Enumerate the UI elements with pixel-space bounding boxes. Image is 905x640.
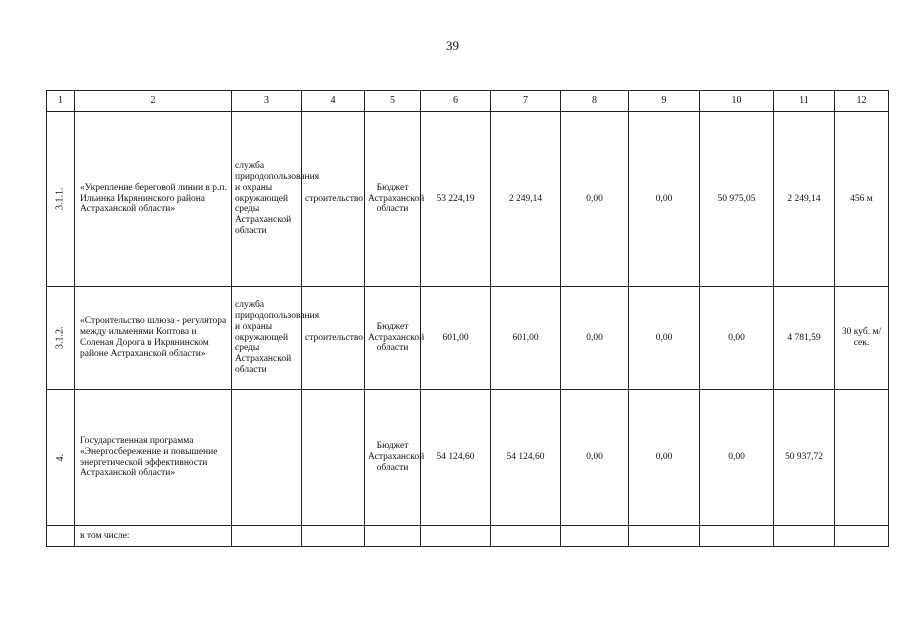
column-header: 5 (365, 91, 421, 112)
work-type-cell: строительство (302, 287, 365, 390)
value-cell: 0,00 (629, 112, 700, 287)
empty-cell (700, 526, 774, 547)
empty-cell (47, 526, 75, 547)
value-cell: 0,00 (629, 390, 700, 526)
funding-source-cell: Бюджет Астраханской области (365, 287, 421, 390)
empty-cell (835, 526, 889, 547)
table-row (47, 287, 889, 390)
funding-source-cell: Бюджет Астраханской области (365, 112, 421, 287)
value-cell: 0,00 (700, 287, 774, 390)
empty-cell (561, 526, 629, 547)
subtotal-label: в том числе: (75, 526, 232, 547)
value-cell: 0,00 (561, 112, 629, 287)
value-cell: 0,00 (561, 287, 629, 390)
row-number: 3.1.2. (54, 326, 66, 350)
empty-cell (491, 526, 561, 547)
result-cell (835, 390, 889, 526)
value-cell: 601,00 (491, 287, 561, 390)
column-header: 8 (561, 91, 629, 112)
empty-cell (365, 526, 421, 547)
measure-name: «Укрепление береговой линии в р.п. Ильинка Икрянинского района Астраханской области» (75, 112, 232, 287)
column-header: 10 (700, 91, 774, 112)
empty-cell (421, 526, 491, 547)
value-cell: 50 937,72 (774, 390, 835, 526)
row-number-cell (47, 390, 75, 526)
result-cell: 456 м (835, 112, 889, 287)
empty-cell (232, 526, 302, 547)
value-cell: 53 224,19 (421, 112, 491, 287)
value-cell: 4 781,59 (774, 287, 835, 390)
result-cell: 30 куб. м/сек. (835, 287, 889, 390)
value-cell: 2 249,14 (491, 112, 561, 287)
column-header: 3 (232, 91, 302, 112)
column-header: 12 (835, 91, 889, 112)
value-cell: 601,00 (421, 287, 491, 390)
column-header: 11 (774, 91, 835, 112)
column-header: 1 (47, 91, 75, 112)
executor-cell (232, 390, 302, 526)
empty-cell (774, 526, 835, 547)
row-number-cell (47, 287, 75, 390)
empty-cell (302, 526, 365, 547)
table-row (47, 526, 889, 547)
work-type-cell: строительство (302, 112, 365, 287)
row-number: 4. (54, 453, 66, 462)
column-header: 6 (421, 91, 491, 112)
row-number-cell (47, 112, 75, 287)
measure-name: «Строительство шлюза - регулятора между ильменями Коптова и Соленая Дорога в Икрянинском районе Астраханской области» (75, 287, 232, 390)
funding-source-cell: Бюджет Астраханской области (365, 390, 421, 526)
value-cell: 54 124,60 (421, 390, 491, 526)
value-cell: 0,00 (561, 390, 629, 526)
table-header-row (47, 91, 889, 112)
row-number: 3.1.1. (54, 187, 66, 211)
page-number: 39 (446, 38, 459, 53)
column-header: 4 (302, 91, 365, 112)
value-cell: 0,00 (700, 390, 774, 526)
executor-cell: служба природопользования и охраны окружающей среды Астраханской области (232, 112, 302, 287)
executor-cell: служба природопользования и охраны окружающей среды Астраханской области (232, 287, 302, 390)
table-row (47, 112, 889, 287)
value-cell: 50 975,05 (700, 112, 774, 287)
column-header: 7 (491, 91, 561, 112)
column-header: 2 (75, 91, 232, 112)
measure-name: Государственная программа «Энергосбережение и повышение энергетической эффективности Астраханской области» (75, 390, 232, 526)
value-cell: 2 249,14 (774, 112, 835, 287)
value-cell: 0,00 (629, 287, 700, 390)
work-type-cell (302, 390, 365, 526)
table-row (47, 390, 889, 526)
column-header: 9 (629, 91, 700, 112)
empty-cell (629, 526, 700, 547)
program-table (46, 90, 889, 547)
value-cell: 54 124,60 (491, 390, 561, 526)
